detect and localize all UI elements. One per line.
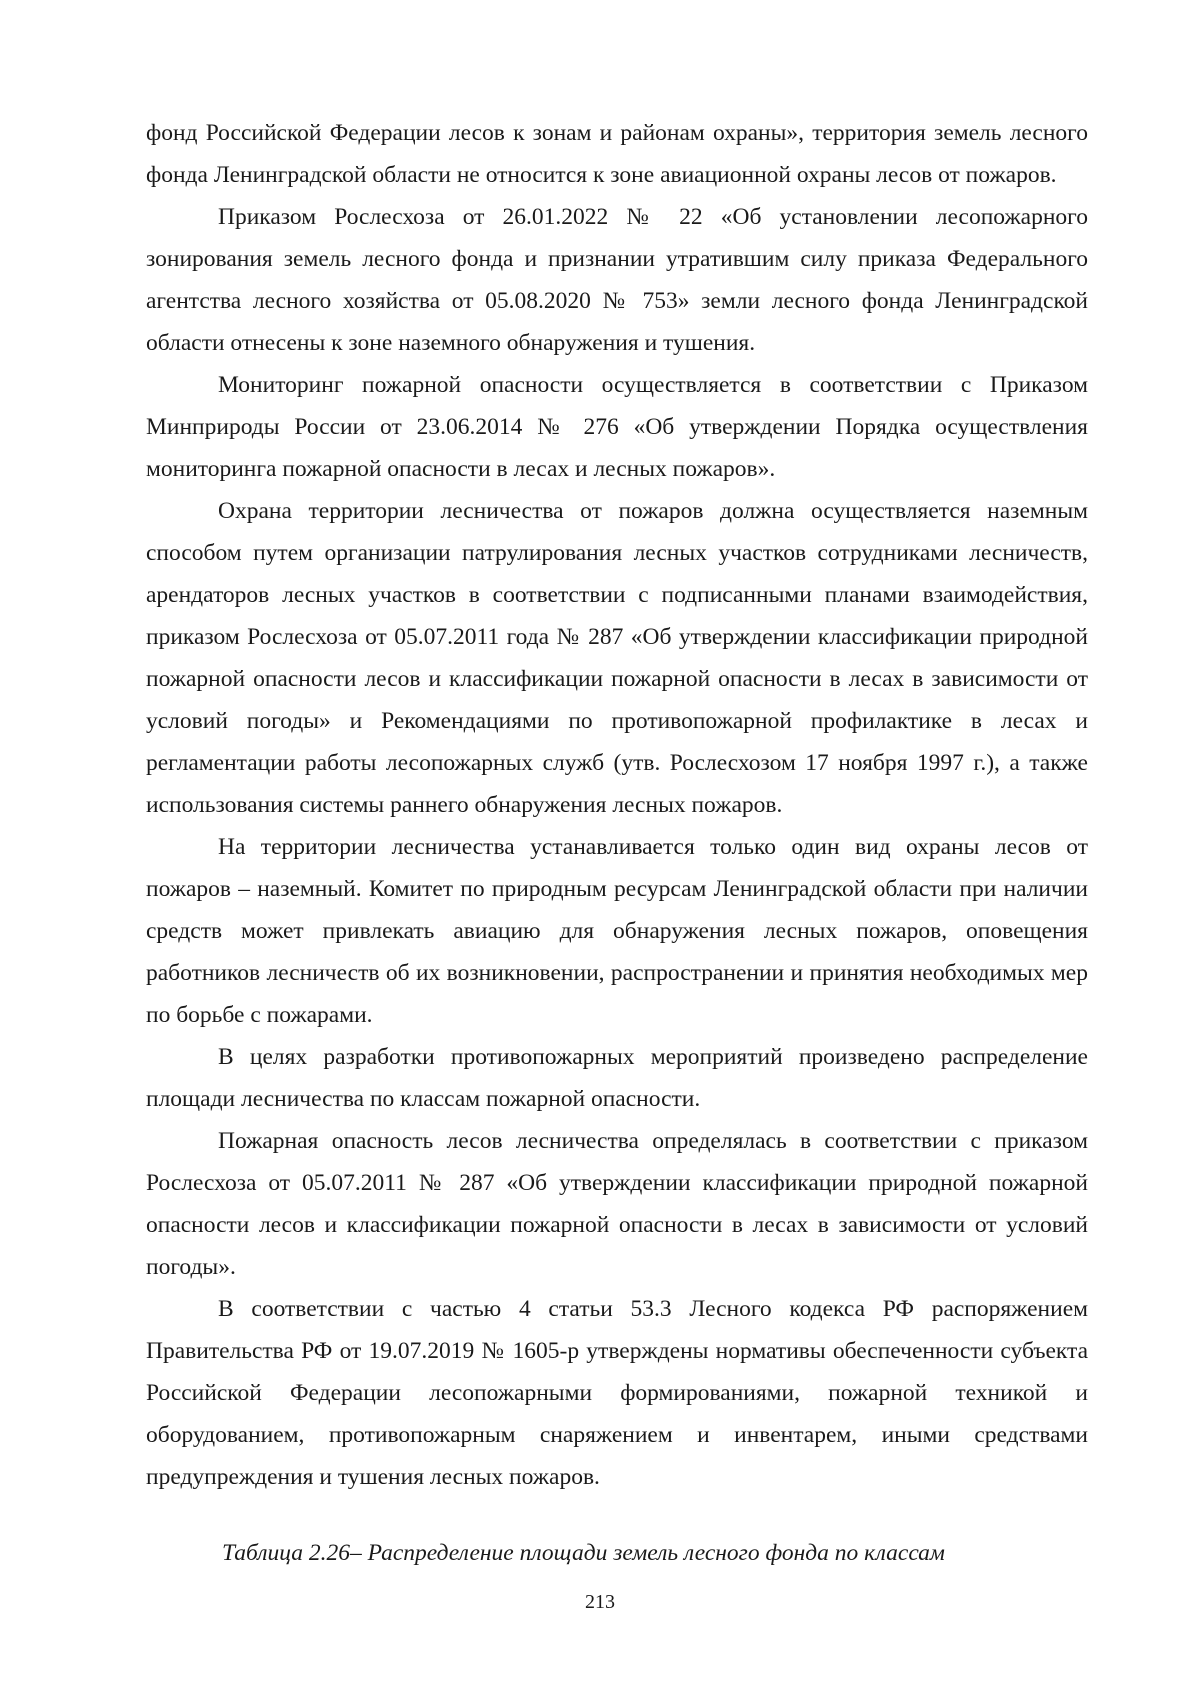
paragraph: В целях разработки противопожарных мероприятий произведено распределение площади лесничества по классам пожарной опасности. — [146, 1044, 1088, 1112]
paragraph: Охрана территории лесничества от пожаров должна осуществляется наземным способом путем организации патрулирования лесных участков сотрудниками лесничеств, арендаторов лесных участков в соответствии с подписанными планами взаимодействия, приказом Рослесхоза от 05.07.2011 года № 287 «Об утверждении классификации природной пожарной опасности лесов и классификации пожарной опасности в лесах в зависимости от условий погоды» и Рекомендациями по противопожарной профилактике в лесах и регламентации работы лесопожарных служб (утв. Рослесхозом 17 ноября 1997 г.), а также использования системы раннего обнаружения лесных пожаров. — [146, 498, 1088, 818]
paragraph: Мониторинг пожарной опасности осуществляется в соответствии с Приказом Минприроды России от 23.06.2014 № 276 «Об утверждении Порядка осуществления мониторинга пожарной опасности в лесах и лесных пожаров». — [146, 372, 1088, 482]
page-number: 213 — [585, 1591, 615, 1613]
table-caption: Таблица 2.26– Распределение площади земель лесного фонда по классам — [222, 1540, 945, 1566]
paragraph: Пожарная опасность лесов лесничества определялась в соответствии с приказом Рослесхоза от 05.07.2011 № 287 «Об утверждении классификации природной пожарной опасности лесов и классификации пожарной опасности в лесах в зависимости от условий погоды». — [146, 1128, 1088, 1280]
paragraph-continuation: фонд Российской Федерации лесов к зонам и районам охраны», территория земель лесного фонда Ленинградской области не относится к зоне авиационной охраны лесов от пожаров. — [146, 120, 1088, 188]
paragraph: Приказом Рослесхоза от 26.01.2022 № 22 «Об установлении лесопожарного зонирования земель лесного фонда и признании утратившим силу приказа Федерального агентства лесного хозяйства от 05.08.2020 № 753» земли лесного фонда Ленинградской области отнесены к зоне наземного обнаружения и тушения. — [146, 204, 1088, 356]
body-text — [146, 112, 1088, 1498]
paragraph: В соответствии с частью 4 статьи 53.3 Лесного кодекса РФ распоряжением Правительства РФ от 19.07.2019 № 1605-р утверждены нормативы обеспеченности субъекта Российской Федерации лесопожарными формированиями, пожарной техникой и оборудованием, противопожарным снаряжением и инвентарем, иными средствами предупреждения и тушения лесных пожаров. — [146, 1296, 1088, 1490]
paragraph: На территории лесничества устанавливается только один вид охраны лесов от пожаров – наземный. Комитет по природным ресурсам Ленинградской области при наличии средств может привлекать авиацию для обнаружения лесных пожаров, оповещения работников лесничеств об их возникновении, распространении и принятия необходимых мер по борьбе с пожарами. — [146, 834, 1088, 1028]
